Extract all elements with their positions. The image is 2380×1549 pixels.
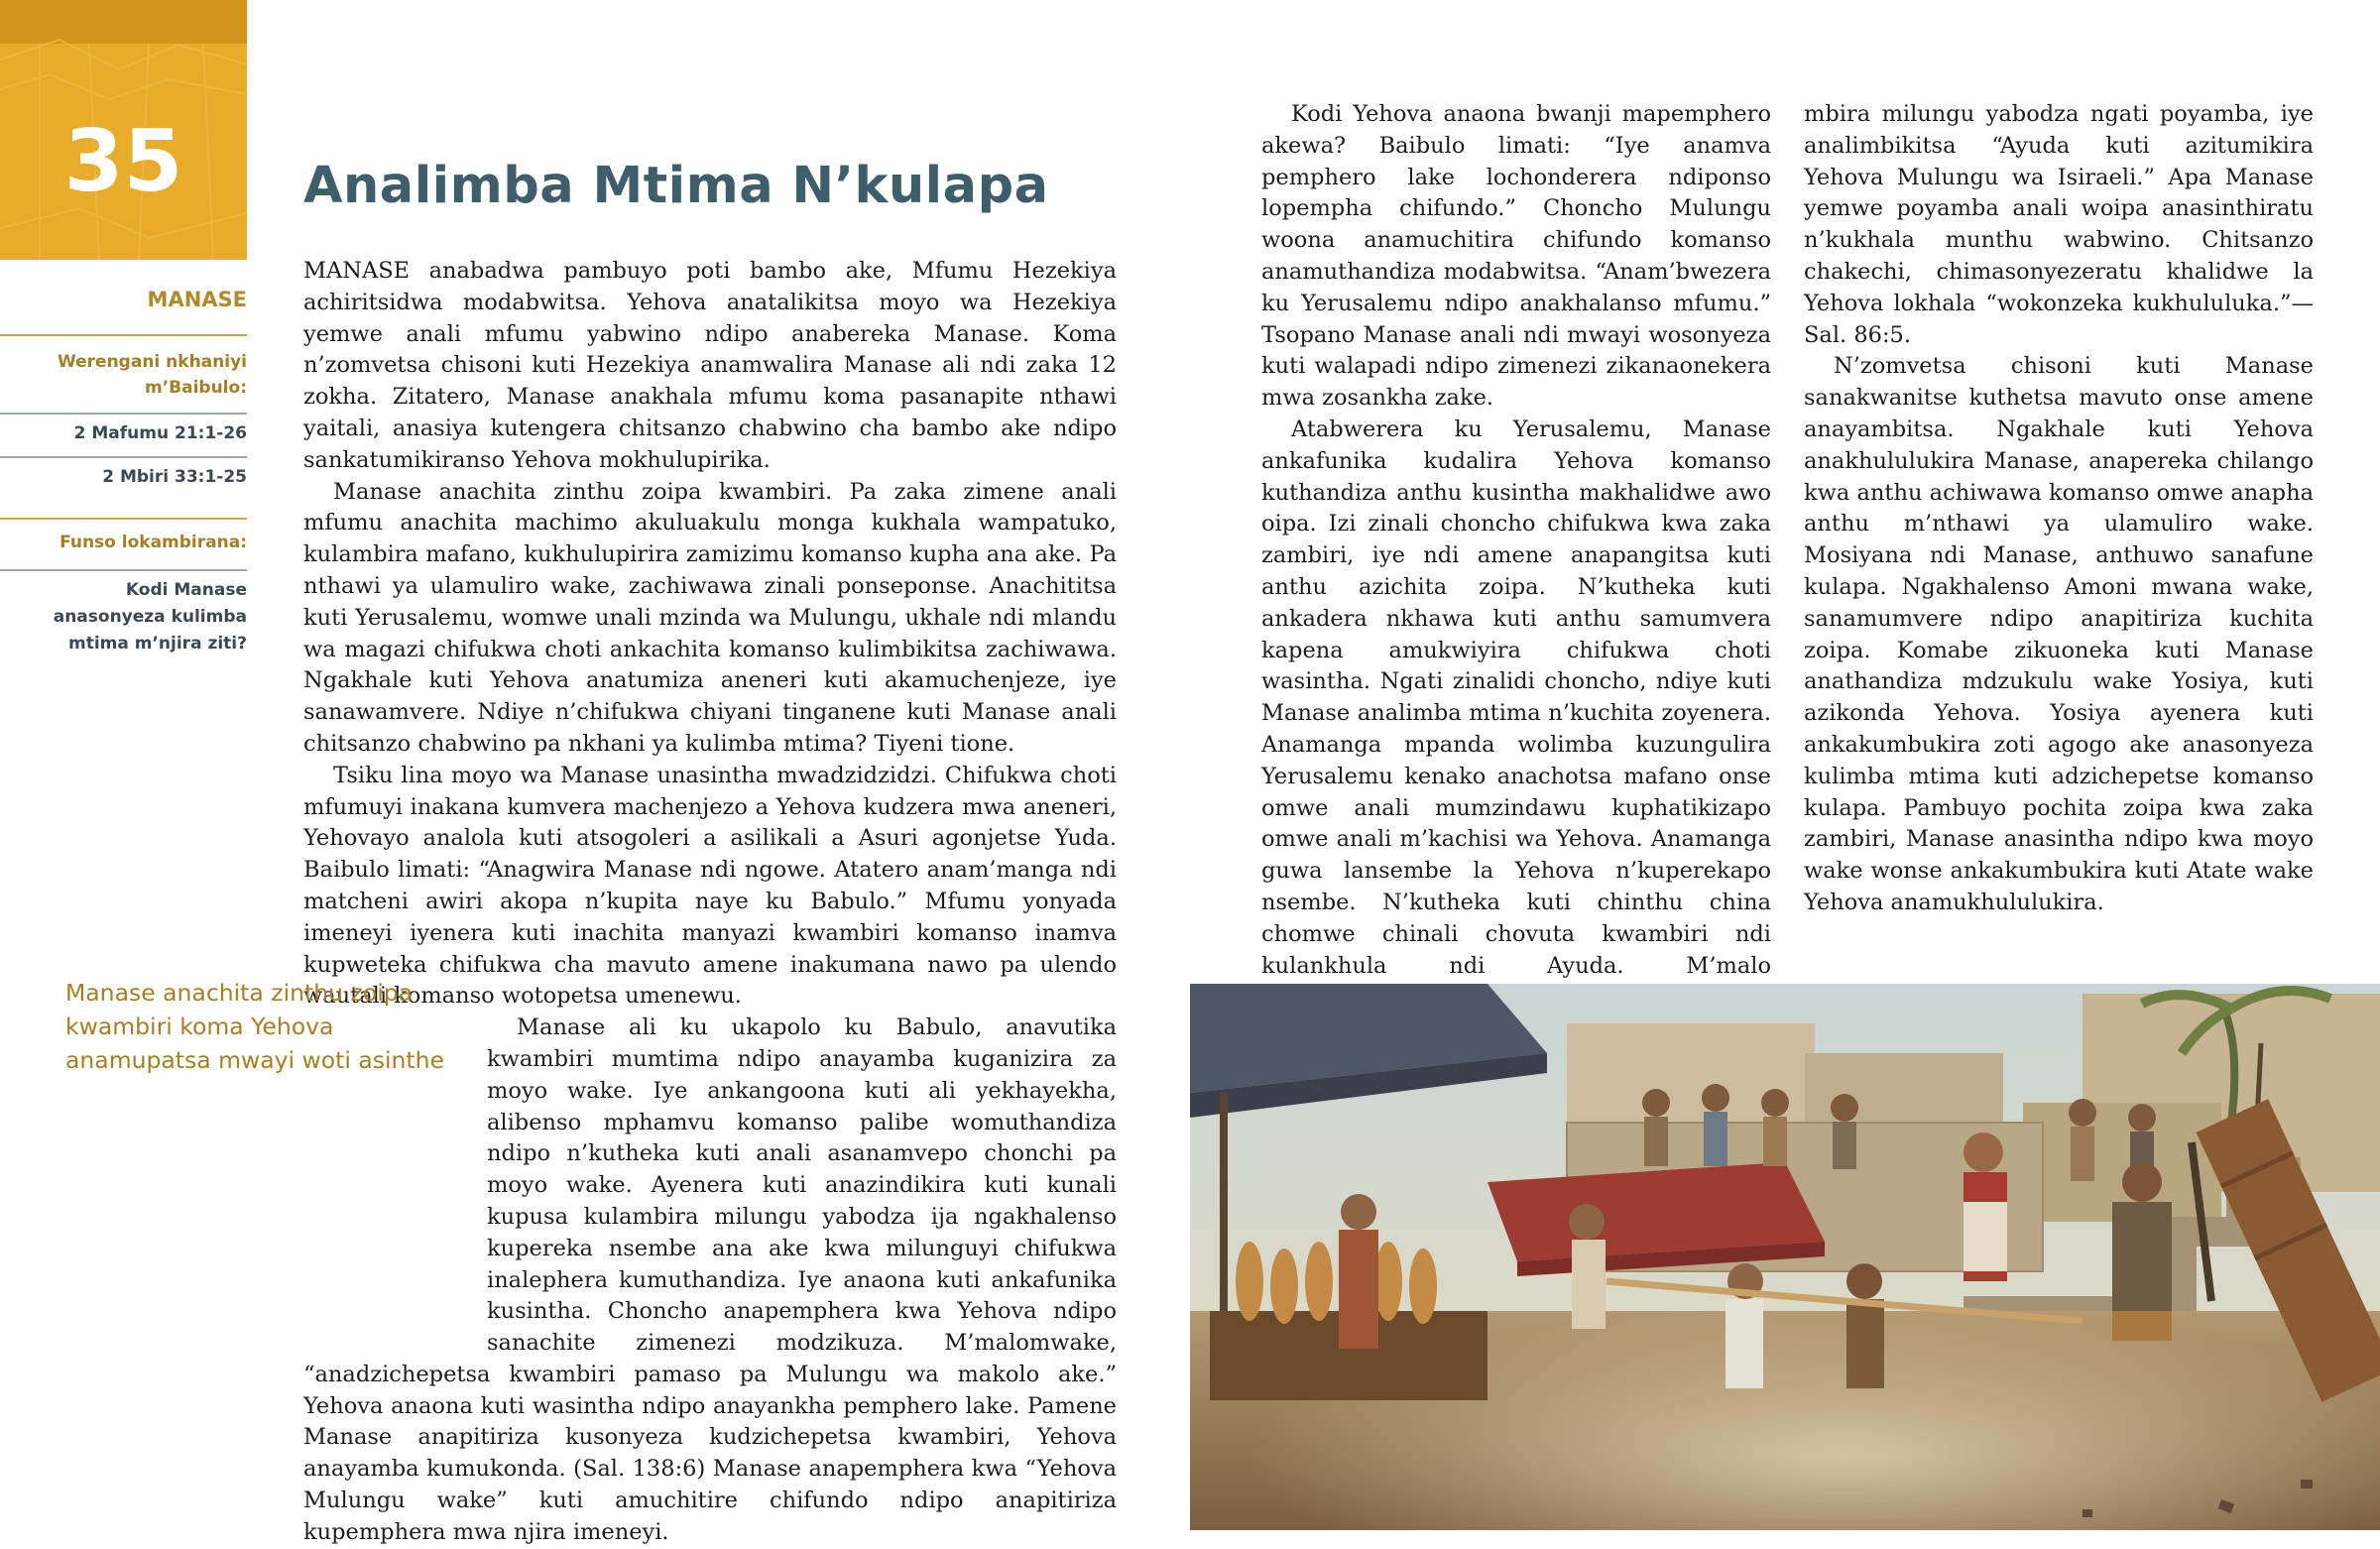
paragraph-text: Manase ali ku ukapolo ku Babulo, anavutika kwambiri mumtima ndipo anayamba kuganizira za moyo wake. Iye ankangoona kuti ali yekhayekha, alibenso mphamvu komanso palibe womuthandiza ndipo n’kutheka kuti anali asanamvepo chonchi pa moyo wake. Ayenera kuti anazindikira kuti kunali kupusa kulambira milungu yabodza ija ngakhalenso kupereka nsembe ana ake kwa milunguyi chifukwa inalephera kumuthandiza. Iye anaona kuti ankafunika kusintha. Choncho anapemphera kwa Yehova ndipo sanachite zimenezi modzikuza. M’malomwake, “anadzichepetsa kwambiri pamaso pa Mulungu wa makolo ake.” Yehova anaona kuti wasintha ndipo anayankha pemphero lake. Pamene Manase anapitiriza kusonyeza kudzichepetsa kwambiri, Yehova anayamba kumukonda. (Sal. 138:6) Manase anapemphera kwa “Yehova Mulungu wake” kuti amuchitire chifundo ndipo anapitiriza kupemphera mwa njira imeneyi. <box>303 1014 1117 1545</box>
reading-label: Werengani nkhaniyi m’Baibulo: <box>57 352 247 398</box>
chapter-badge <box>0 0 247 260</box>
sidebar-divider <box>0 518 247 520</box>
body-column-1 <box>303 256 1117 1549</box>
paragraph: Kodi Yehova anaona bwanji mapemphero akewa? Baibulo limati: “Iye anamva pemphero lake lochonderera ndiponso lopempha chifundo.” Choncho Mulungu woona anamuchitira chifundo komanso anamuthandiza modabwitsa. “Anam’bwezera ku Yerusalemu ndipo anakhalanso mfumu.” Tsopano Manase anali ndi mwayi wosonyeza kuti walapadi ndipo zimenezi zikanaonekera mwa zosankha zake. <box>1261 101 1771 412</box>
paragraph: Tsiku lina moyo wa Manase unasintha mwadzidzidzi. Chifukwa choti mfumuyi inakana kumvera machenjezo a Yehova kudzera mwa aneneri, Yehovayo analola kuti atsogoleri a asilikali a Asuri agonjetse Yuda. Baibulo limati: “Anagwira Manase ndi ngowe. Atatero anam’manga ndi matcheni awiri akopa n’kupita naye ku Babulo.” Mfumu yonyada imeneyi iyenera kuti inachita manyazi kwambiri komanso inamva kupweteka chifukwa cha mavuto amene inakumana nawo pa ulendo wautali komanso wotopetsa umenewu. <box>303 762 1117 1010</box>
sidebar-divider <box>0 569 247 571</box>
sidebar-divider <box>0 413 247 415</box>
character-name: MANASE <box>147 288 247 311</box>
question-label: Funso lokambirana: <box>60 533 247 552</box>
paragraph: Atabwerera ku Yerusalemu, Manase ankafunika kudalira Yehova komanso kuthandiza anthu kusintha makhalidwe awo oipa. Izi zinali choncho chifukwa kwa zaka zambiri, iye ndi amene anapangitsa kuti anthu azichita zoipa. N’kutheka kuti ankadera nkhawa kuti anthu samumvera kapena amukwiyira chifukwa choti wasintha. Ngati zinalidi choncho, ndiye kuti Manase analimba mtima n’kuchita zoyenera. Anamanga mpanda wolimba kuzungulira Yerusalemu kenako anachotsa mafano onse omwe anali mumzindawu kuphatikizapo omwe anali m’kachisi wa Yehova. Anamanga guwa lansembe la Yehova n’kuperekapo nsembe. N’kutheka kuti chinthu china chomwe chinali chovuta kwambiri ndi kulankhula ndi Ayuda. M’malo <box>1261 416 1771 979</box>
body-column-2 <box>1261 99 1771 1013</box>
scripture-reference: 2 Mbiri 33:1-25 <box>102 467 247 487</box>
paragraph: MANASE anabadwa pambuyo poti bambo ake, Mfumu Hezekiya achiritsidwa modabwitsa. Yehova anatalikitsa moyo wa Hezekiya yemwe anali mfumu yabwino ndipo anabereka Manase. Koma n’zomvetsa chisoni kuti Hezekiya anamwalira Manase ali ndi zaka 12 zokha. Zitatero, Manase anakhala mfumu koma pasanapite nthawi yaitali, anasiya kutengera chitsanzo chabwino cha bambo ake ndipo sankatumikiranso Yehova mokhulupirika. <box>303 258 1117 473</box>
paragraph: N’zomvetsa chisoni kuti Manase sanakwanitse kuthetsa mavuto onse amene anayambitsa. Ngakhale kuti Yehova anakhululukira Manase, anapereka chilango kwa anthu achiwawa komanso omwe anapha anthu m’nthawi ya ulamuliro wake. Mosiyana ndi Manase, anthuwo sanafune kulapa. Ngakhalenso Amoni mwana wake, sanamumvere ndipo anapitiriza kuchita zoipa. Komabe zikuoneka kuti Manase anathandiza mdzukulu wake Yosiya, kuti azikonda Yehova. Yosiya ayenera kuti ankakumbukira zoti agogo ake anasonyeza kulimba mtima kuti adzichepetse komanso kulapa. Pambuyo pochita zoipa kwa zaka zambiri, Manase anasintha ndipo kwa moyo wake wonse ankakumbukira kuti Atate wake Yehova anamukhululukira. <box>1804 353 2314 915</box>
sidebar-divider <box>0 456 247 458</box>
chapter-number: 35 <box>63 112 183 211</box>
paragraph: mbira milungu yabodza ngati poyamba, iye analimbikitsa “Ayuda kuti azitumikira Yehova Mulungu wa Isiraeli.” Apa Manase yemwe poyamba anali woipa anasinthiratu n’kukhala munthu wabwino. Chitsanzo chakechi, chimasonyezeratu khalidwe la Yehova lokhala “wokonzeka kukhululuka.”—Sal. 86:5. <box>1804 101 2314 348</box>
sidebar-divider <box>0 334 247 336</box>
illustration-drawing <box>1190 984 2380 1530</box>
chapter-title: Analimba Mtima N’kulapa <box>303 157 1049 215</box>
paragraph <box>303 1013 1117 1549</box>
pull-quote: Manase anachita zinthu zoipa kwambiri koma Yehova anamupatsa mwayi woti asinthe <box>65 979 444 1074</box>
paragraph: Manase anachita zinthu zoipa kwambiri. Pa zaka zimene anali mfumu anachita machimo akuluakulu monga kukhala wampatuko, kulambira mafano, kukhulupirira zamizimu komanso kupha ana ake. Pa nthawi ya ulamuliro wake, zachiwawa zinali ponseponse. Anachititsa kuti Yerusalemu, womwe unali mzinda wa Mulungu, ukhale ndi mlandu wa magazi chifukwa choti ankachita komanso kulimbikitsa zachiwawa. Ngakhale kuti Yehova anatumiza aneneri kuti akamuchenjeze, iye sanawamvere. Ndiye n’chifukwa chiyani tinganene kuti Manase anali chitsanzo chabwino pa nkhani ya kulimba mtima? Tiyeni tione. <box>303 478 1117 757</box>
discussion-question: Kodi Manase anasonyeza kulimba mtima m’njira ziti? <box>53 580 247 654</box>
scripture-reference: 2 Mafumu 21:1-26 <box>73 423 247 443</box>
illustration-manasseh-destroying-idols <box>1190 984 2380 1530</box>
body-column-3 <box>1804 99 2314 919</box>
